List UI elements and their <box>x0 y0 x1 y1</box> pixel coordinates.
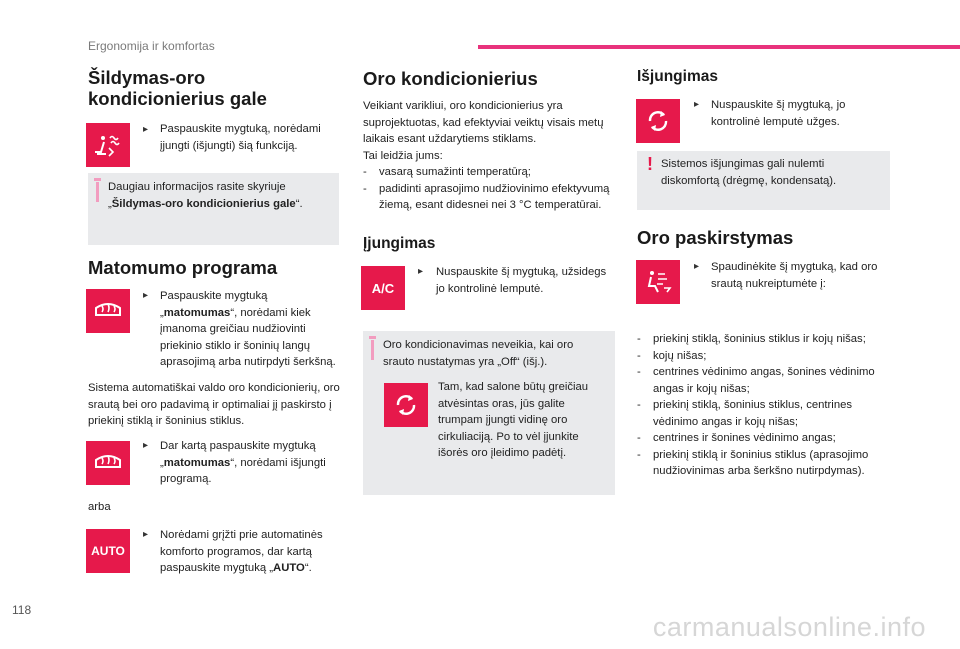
list-item: - centrines vėdinimo angas, šonines vėdinimo angas ir kojų nišas; <box>637 364 893 397</box>
air-distribution-icon <box>643 268 673 296</box>
ac-title: Oro kondicionierius <box>363 68 538 89</box>
list-item: - centrines ir šonines vėdinimo angas; <box>637 430 893 447</box>
rear-climate-text: Paspauskite mygtuką, norėdami įjungti (išjungti) šią funkciją. <box>160 123 321 152</box>
rear-climate-title: Šildymas-oro kondicionierius gale <box>88 67 267 109</box>
visibility-system-text: Sistema automatiškai valdo oro kondicionierių, oro srautą bei oro padavimą ir optimaliai jį paskirsto į priekinį stiklą ir šoninius stiklus. <box>88 382 340 427</box>
warning-box <box>637 151 890 210</box>
ac-on-text: Nuspauskite šį mygtuką, užsidegs jo kontrolinė lemputė. <box>436 266 607 295</box>
list-item: - padidinti aprasojimo nudžiovinimo efektyvumą žiemą, esant didesnei nei 3 °C temperatūrai. <box>363 181 613 214</box>
info-rear-text: Daugiau informacijos rasite skyriuje „Šildymas-oro kondicionierius gale“. <box>108 181 303 210</box>
watermark: carmanualsonline.info <box>652 612 926 642</box>
visibility-button[interactable] <box>86 289 130 333</box>
bullet-icon: ▸ <box>418 266 424 277</box>
auto-text: Norėdami grįžti prie automatinės komforto programos, dar kartą paspauskite mygtuką „AUTO“. <box>160 529 323 574</box>
air-distribution-text: Spaudinėkite šį mygtuką, kad oro srautą nukreiptumėte į: <box>711 261 878 290</box>
rear-climate-button[interactable] <box>86 123 130 167</box>
ac-button[interactable] <box>361 266 405 310</box>
recirculation-icon <box>644 107 672 135</box>
info-box-ac <box>363 331 615 495</box>
windscreen-defrost-icon <box>93 450 123 476</box>
visibility-title: Matomumo programa <box>88 257 278 278</box>
bullet-icon: ▸ <box>143 124 149 135</box>
visibility-on-text: Paspauskite mygtuką „matomumas“, norėdami kiek įmanoma greičiau nudžiovinti priekinio stiklo ir šoninių langų aprasojimą arba nutirpdyti šerkšną. <box>160 290 336 368</box>
bullet-icon: ▸ <box>143 290 149 301</box>
warning-text: Sistemos išjungimas gali nulemti diskomfortą (drėgmę, kondensatą). <box>661 158 837 187</box>
ac-intro: Veikiant varikliui, oro kondicionierius yra suprojektuotas, kad efektyviai veiktų visais metų laikais esant uždarytiems stiklams. Tai leidžia jums: - vasarą sumažinti temperatūrą; - padidinti aprasojimo nudžiovinimo efektyvumą žiemą, esant didesnei nei 3 °C temperatūrai. <box>363 98 613 214</box>
visibility-off-button[interactable] <box>86 441 130 485</box>
ac-info-text: Oro kondicionavimas neveikia, kai oro srauto nustatymas yra „Off“ (išj.). <box>383 339 574 368</box>
bullet-icon: ▸ <box>694 99 700 110</box>
header-accent-bar <box>478 45 960 49</box>
ac-on-title: Įjungimas <box>363 235 436 252</box>
arba-text: arba <box>88 501 111 513</box>
ac-off-title: Išjungimas <box>637 68 718 85</box>
ac-label: A/C <box>371 280 395 296</box>
auto-button[interactable] <box>86 529 130 573</box>
ac-benefits-list <box>363 164 613 214</box>
info-icon <box>96 182 99 202</box>
visibility-off-text: Dar kartą paspauskite mygtuką „matomumas“, norėdami išjungti programą. <box>160 440 326 485</box>
info-box-rear <box>88 173 339 245</box>
air-distribution-button[interactable] <box>636 260 680 304</box>
air-distribution-list <box>637 331 893 480</box>
bullet-icon: ▸ <box>143 440 149 451</box>
bullet-icon: ▸ <box>694 261 700 272</box>
list-item: - vasarą sumažinti temperatūrą; <box>363 164 613 181</box>
list-item: - priekinį stiklą, šoninius stiklus, centrines vėdinimo angas ir kojų nišas; <box>637 397 893 430</box>
windscreen-defrost-icon <box>93 298 123 324</box>
ac-off-button[interactable] <box>636 99 680 143</box>
recirculation-button[interactable] <box>384 383 428 427</box>
list-item: - priekinį stiklą ir šoninius stiklus (aprasojimo nudžiovinimas arba šerkšno nutirpdymas). <box>637 447 893 480</box>
air-distribution-title: Oro paskirstymas <box>637 227 794 248</box>
recirculation-icon <box>392 391 420 419</box>
list-item: - kojų nišas; <box>637 348 893 365</box>
rear-seat-fan-icon <box>92 132 124 158</box>
air-distribution-list-wrap <box>637 331 893 480</box>
ac-off-text: Nuspauskite šį mygtuką, jo kontrolinė lemputė užges. <box>711 99 846 128</box>
bullet-icon: ▸ <box>143 529 149 540</box>
auto-label: AUTO <box>91 544 125 558</box>
warning-icon: ! <box>647 154 653 174</box>
list-item: - priekinį stiklą, šoninius stiklus ir kojų nišas; <box>637 331 893 348</box>
chapter-header: Ergonomija ir komfortas <box>88 39 215 53</box>
info-icon <box>371 340 374 360</box>
page-number: 118 <box>12 603 32 617</box>
recirc-text: Tam, kad salone būtų greičiau atvėsintas oras, jūs galite trumpam įjungti vidinę oro cirkuliaciją. Po to vėl įjunkite išorės oro įleidimo padėtį. <box>438 381 589 459</box>
